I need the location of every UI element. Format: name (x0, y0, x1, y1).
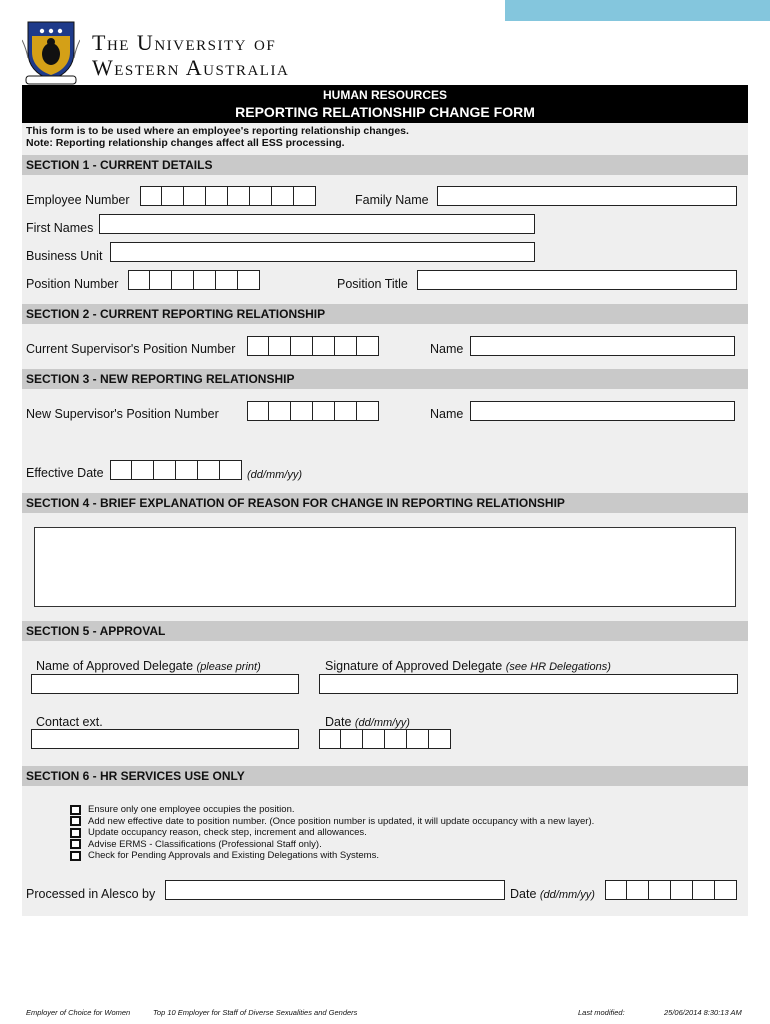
checklist-item-label: Add new effective date to position number. (Once position number is updated, it will update occupancy with a new layer). (88, 815, 595, 827)
checkbox[interactable] (70, 839, 81, 849)
effective-date-label: Effective Date (26, 466, 104, 480)
intro-line-1: This form is to be used where an employee's reporting relationship changes. (26, 125, 409, 137)
position-title-label: Position Title (337, 277, 408, 291)
section-5-header: SECTION 5 - APPROVAL (22, 621, 748, 641)
delegate-name-input[interactable] (31, 674, 299, 694)
university-crest-icon (22, 18, 80, 88)
footer-tagline-2: Top 10 Employer for Staff of Diverse Sexualities and Genders (153, 1008, 358, 1017)
business-unit-input[interactable] (110, 242, 535, 262)
first-names-label: First Names (26, 221, 94, 235)
footer-tagline-1: Employer of Choice for Women (26, 1008, 131, 1017)
new-supervisor-position-input[interactable] (247, 401, 379, 421)
approval-date-input[interactable] (319, 729, 451, 749)
last-modified-value: 25/06/2014 8:30:13 AM (664, 1008, 742, 1017)
checklist-item (70, 850, 594, 862)
section-4-header: SECTION 4 - BRIEF EXPLANATION OF REASON FOR CHANGE IN REPORTING RELATIONSHIP (22, 493, 748, 513)
contact-ext-label: Contact ext. (36, 715, 103, 729)
approval-date-label (325, 715, 410, 730)
checklist-item-label: Check for Pending Approvals and Existing Delegations with Systems. (88, 850, 379, 862)
current-supervisor-name-label: Name (430, 342, 464, 356)
processed-by-label: Processed in Alesco by (26, 887, 156, 901)
university-name (92, 30, 289, 80)
family-name-label: Family Name (355, 193, 429, 207)
processed-date-label-text: Date (510, 887, 537, 901)
contact-ext-input[interactable] (31, 729, 299, 749)
last-modified-label: Last modified: (578, 1008, 625, 1017)
checklist-item (70, 839, 594, 851)
top-accent-bar (505, 0, 770, 21)
delegate-signature-hint: (see HR Delegations) (505, 661, 611, 673)
checklist-item (70, 804, 594, 816)
checklist-item (70, 816, 594, 828)
reason-for-change-textarea[interactable] (34, 527, 736, 607)
delegate-name-hint: (please print) (196, 661, 261, 673)
section-2-header: SECTION 2 - CURRENT REPORTING RELATIONSHIP (22, 304, 748, 324)
form-intro (26, 125, 409, 149)
checklist-item-label: Update occupancy reason, check step, increment and allowances. (88, 827, 367, 839)
hr-checklist (70, 804, 594, 862)
university-name-line1: The University of (92, 30, 277, 55)
position-title-input[interactable] (417, 270, 737, 290)
checklist-item-label: Ensure only one employee occupies the position. (88, 804, 295, 816)
current-supervisor-position-label: Current Supervisor's Position Number (26, 342, 236, 356)
processed-date-format-hint: (dd/mm/yy) (539, 889, 595, 901)
business-unit-label: Business Unit (26, 249, 103, 263)
effective-date-format-hint: (dd/mm/yy) (247, 469, 302, 481)
family-name-input[interactable] (437, 186, 737, 206)
delegate-signature-label (325, 659, 611, 674)
delegate-signature-label-text: Signature of Approved Delegate (325, 659, 503, 673)
processed-date-input[interactable] (605, 880, 737, 900)
approval-date-label-text: Date (325, 715, 352, 729)
position-number-label: Position Number (26, 277, 119, 291)
form-title: REPORTING RELATIONSHIP CHANGE FORM (235, 104, 535, 120)
department-label: HUMAN RESOURCES (322, 88, 447, 102)
checkbox[interactable] (70, 851, 81, 861)
checklist-item-label: Advise ERMS - Classifications (Professional Staff only). (88, 838, 322, 850)
processed-by-input[interactable] (165, 880, 505, 900)
processed-date-label (510, 887, 595, 902)
checkbox[interactable] (70, 805, 81, 815)
section-1-header: SECTION 1 - CURRENT DETAILS (22, 155, 748, 175)
new-supervisor-name-input[interactable] (470, 401, 735, 421)
delegate-name-label-text: Name of Approved Delegate (36, 659, 194, 673)
current-supervisor-position-input[interactable] (247, 336, 379, 356)
effective-date-input[interactable] (110, 460, 242, 480)
first-names-input[interactable] (99, 214, 535, 234)
checkbox[interactable] (70, 828, 81, 838)
intro-line-2: Note: Reporting relationship changes affect all ESS processing. (26, 137, 345, 149)
section-3-header: SECTION 3 - NEW REPORTING RELATIONSHIP (22, 369, 748, 389)
delegate-name-label (36, 659, 261, 674)
delegate-signature-input[interactable] (319, 674, 738, 694)
section-6-header: SECTION 6 - HR SERVICES USE ONLY (22, 766, 748, 786)
current-supervisor-name-input[interactable] (470, 336, 735, 356)
new-supervisor-position-label: New Supervisor's Position Number (26, 407, 219, 421)
university-name-line2: Western Australia (92, 55, 290, 80)
employee-number-input[interactable] (140, 186, 316, 206)
checkbox[interactable] (70, 816, 81, 826)
checklist-item (70, 827, 594, 839)
form-header (22, 85, 748, 123)
position-number-input[interactable] (128, 270, 260, 290)
new-supervisor-name-label: Name (430, 407, 464, 421)
approval-date-format-hint: (dd/mm/yy) (354, 717, 410, 729)
employee-number-label: Employee Number (26, 193, 130, 207)
